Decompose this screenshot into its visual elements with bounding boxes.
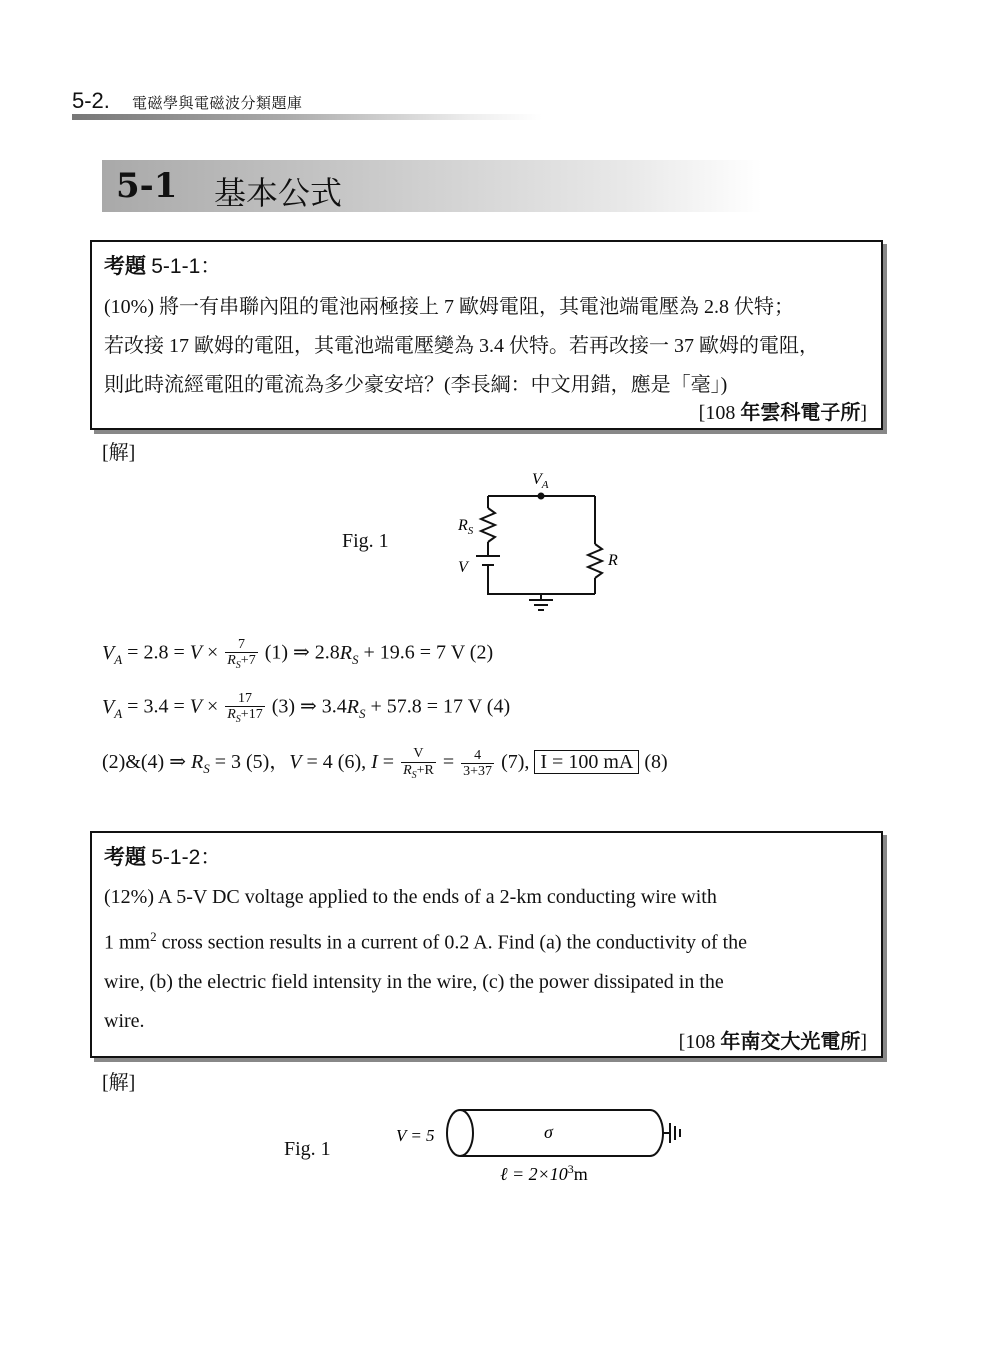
equation-3: (2)&(4) ⇒ $R_S = 3$ (5)，V = 4 (6), I = $\frac{V}{R_S+R}$ = $\frac{4}{3+37}$ (7), I = 100 mA (8) [102,746,668,781]
source-school: 年雲科電子所 [740,400,861,424]
source-school: 年南交大光電所 [720,1029,861,1053]
problem-box-5-1-2 [90,831,883,1058]
equation-1: $V_A = 2.8 = V$ × $\frac{7}{R_S+7}$ (1) ⇒ $2.8R_S + 19.6 = 7$ V (2) [102,637,494,672]
problem-text [104,288,867,405]
equation-2: $V_A = 3.4 = V$ × $\frac{17}{R_S+17}$ (3) ⇒ $3.4R_S + 57.8 = 17$ V (4) [102,691,511,726]
problem-line: 若改接 17 歐姆的電阻，其電池端電壓變為 3.4 伏特。若再改接一 37 歐姆的電阻， [104,335,819,357]
figure-label: Fig. 1 [342,530,389,552]
section-title: 基本公式 [214,174,343,212]
problem-line: wire. [104,1009,145,1032]
answer-box: I = 100 mA [534,750,639,774]
section-number: 5-1 [116,166,178,206]
length-label: ℓ = $2\times 10^3m$ [500,1162,588,1184]
problem-label-prefix: 考題 [104,844,146,869]
sigma-label: σ [544,1122,553,1142]
solution-label: [解] [102,442,136,464]
section-banner [102,160,762,212]
header-rule [72,114,542,120]
problem-line: (10%) 將一有串聯內阻的電池兩極接上 7 歐姆電阻，其電池端電壓為 2.8 伏特； [104,296,794,318]
problem-source: [108 年南交大光電所] [678,1029,867,1053]
problem-label [104,841,221,871]
problem-box-5-1-1 [90,240,883,430]
problem-line: wire, (b) the electric field intensity in the wire, (c) the power dissipated in the [104,970,724,993]
problem-source: [108 年雲科電子所] [698,400,867,424]
book-title: 電磁學與電磁波分類題庫 [132,94,303,112]
solution-label: [解] [102,1072,136,1094]
figure-label: Fig. 1 [284,1138,331,1160]
problem-line: (12%) A 5-V DC voltage applied to the ends of a 2-km conducting wire with [104,886,717,908]
problem-label-number: 5-1-1： [151,255,222,278]
problem-text [104,878,867,1041]
problem-label-prefix: 考題 [104,253,146,278]
problem-line: 則此時流經電阻的電流為多少豪安培？(李長綱：中文用錯，應是「毫」) [104,374,728,396]
wire-diagram [390,1100,700,1190]
node-a-label: $V_A$ [532,471,549,491]
node-a [538,493,545,500]
r-label: R [608,552,618,569]
v-label: V [458,559,468,576]
circuit-diagram [440,466,640,626]
voltage-label: V = 5 [396,1126,435,1145]
page-number: 5-2. [72,88,110,113]
problem-line: 1 $mm^2$ cross section results in a current of 0.2 A. Find (a) the conductivity of the [104,929,748,954]
problem-label-number: 5-1-2： [151,846,222,869]
running-header [72,84,932,124]
problem-label [104,250,221,280]
rs-label: $R_S$ [458,517,474,537]
